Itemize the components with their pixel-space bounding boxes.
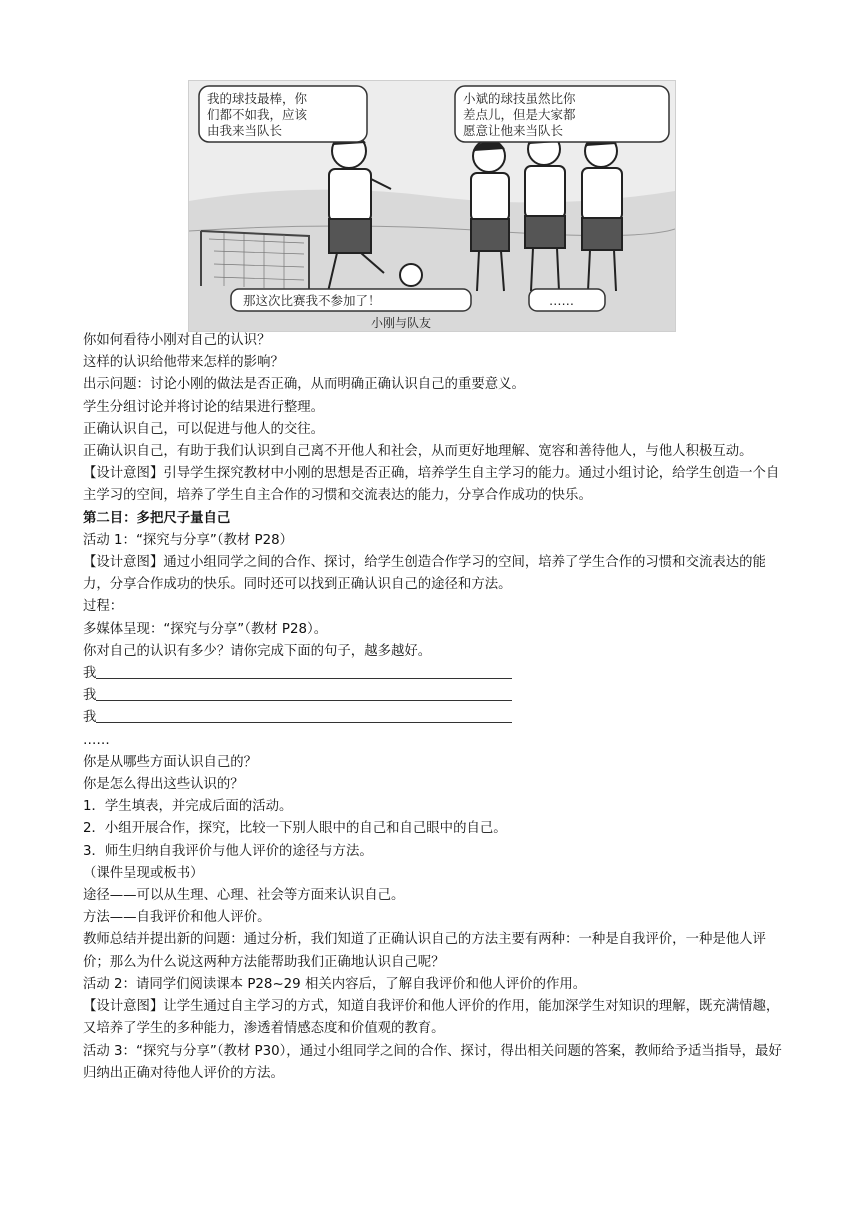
paragraph: 你对自己的认识有多少？请你完成下面的句子，越多越好。 bbox=[83, 643, 432, 659]
bubble-left-line-3: 由我来当队长 bbox=[207, 123, 283, 138]
paragraph: 学生分组讨论并将讨论的结果进行整理。 bbox=[83, 399, 325, 415]
paragraph: 正确认识自己，可以促进与他人的交往。 bbox=[83, 421, 325, 437]
bubble-right-line-1: 小斌的球技虽然比你 bbox=[463, 91, 576, 106]
paragraph: （课件呈现或板书） bbox=[83, 865, 204, 881]
fill-in-prefix: 我 bbox=[83, 710, 97, 726]
bubble-bottom-left-text: 那这次比赛我不参加了！ bbox=[243, 293, 381, 308]
paragraph: 正确认识自己，有助于我们认识到自己离不开他人和社会，从而更好地理解、宽容和善待他人，与他人积极互动。 bbox=[83, 444, 753, 460]
paragraph: 你是从哪些方面认识自己的？ bbox=[83, 754, 258, 770]
fill-in-line bbox=[83, 707, 783, 729]
soccer-ball-icon bbox=[400, 264, 422, 286]
fill-in-prefix: 我 bbox=[83, 666, 97, 682]
fill-in-line bbox=[83, 663, 783, 685]
illustration-xiaogang-and-teammates bbox=[188, 80, 676, 332]
paragraph: 你如何看待小刚对自己的认识？ bbox=[83, 333, 271, 348]
fill-in-blank bbox=[96, 685, 512, 701]
bubble-left-line-2: 们都不如我，应该 bbox=[207, 107, 308, 122]
activity-paragraph: 活动 3：“探究与分享”（教材 P30），通过小组同学之间的合作、探讨，得出相关问题的答案，教师给予适当指导，最好归纳出正确对待他人评价的方法。 bbox=[83, 1043, 782, 1081]
comic-illustration bbox=[189, 81, 675, 331]
design-intent-paragraph: 【设计意图】引导学生探究教材中小刚的思想是否正确，培养学生自主学习的能力。通过小组讨论，给学生创造一个自主学习的空间，培养了学生自主合作的习惯和交流表达的能力，分享合作成功的快乐。 bbox=[83, 466, 780, 504]
bubble-bottom-right-text: …… bbox=[549, 293, 574, 308]
paragraph: 途径——可以从生理、心理、社会等方面来认识自己。 bbox=[83, 888, 405, 904]
bubble-right-line-3: 愿意让他来当队长 bbox=[463, 123, 564, 138]
speech-bubble-bottom-left bbox=[231, 289, 471, 311]
section-heading: 第二目：多把尺子量自己 bbox=[83, 510, 231, 526]
speech-bubble-left bbox=[199, 86, 367, 142]
paragraph: 出示问题：讨论小刚的做法是否正确，从而明确正确认识自己的重要意义。 bbox=[83, 377, 525, 393]
paragraph: 这样的认识给他带来怎样的影响？ bbox=[83, 355, 284, 371]
paragraph: 你是怎么得出这些认识的？ bbox=[83, 777, 244, 793]
activity-title: 活动 2：请同学们阅读课本 P28~29 相关内容后，了解自我评价和他人评价的作用。 bbox=[83, 976, 587, 992]
design-intent-paragraph: 【设计意图】通过小组同学之间的合作、探讨，给学生创造合作学习的空间，培养了学生合作的习惯和交流表达的能力，分享合作成功的快乐。同时还可以找到正确认识自己的途径和方法。 bbox=[83, 555, 766, 593]
activity-title: 活动 1：“探究与分享”（教材 P28） bbox=[83, 532, 294, 548]
ellipsis: …… bbox=[83, 732, 110, 748]
fill-in-prefix: 我 bbox=[83, 688, 97, 704]
list-item: 1．学生填表，并完成后面的活动。 bbox=[83, 799, 293, 815]
paragraph: 过程： bbox=[83, 599, 124, 615]
speech-bubble-right bbox=[455, 86, 669, 142]
design-intent-paragraph: 【设计意图】让学生通过自主学习的方式，知道自我评价和他人评价的作用，能加深学生对知识的理解，既充满情趣，又培养了学生的多种能力，渗透着情感态度和价值观的教育。 bbox=[83, 999, 780, 1037]
list-item: 3．师生归纳自我评价与他人评价的途径与方法。 bbox=[83, 843, 373, 859]
fill-in-blank bbox=[96, 663, 512, 679]
paragraph: 多媒体呈现：“探究与分享”（教材 P28）。 bbox=[83, 621, 328, 637]
figure-caption: 小刚与队友 bbox=[371, 316, 432, 330]
paragraph: 教师总结并提出新的问题：通过分析，我们知道了正确认识自己的方法主要有两种：一种是自我评价，一种是他人评价；那么为什么说这两种方法能帮助我们正确地认识自己呢？ bbox=[83, 932, 766, 970]
fill-in-blank bbox=[96, 707, 512, 723]
fill-in-line bbox=[83, 685, 783, 707]
bubble-left-line-1: 我的球技最棒，你 bbox=[207, 91, 308, 106]
paragraph: 方法——自我评价和他人评价。 bbox=[83, 910, 271, 926]
document-body bbox=[83, 330, 783, 1085]
bubble-right-line-2: 差点儿，但是大家都 bbox=[463, 107, 576, 122]
speech-bubble-bottom-right bbox=[529, 289, 605, 311]
list-item: 2．小组开展合作，探究，比较一下别人眼中的自己和自己眼中的自己。 bbox=[83, 821, 507, 837]
